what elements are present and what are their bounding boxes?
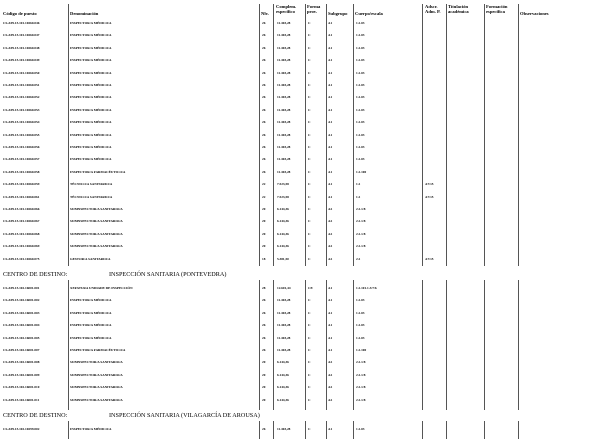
cell-subgrupo: A1 — [328, 120, 333, 125]
cell-denominacion: SUBINSPECTOR/A SANITARIO/A — [70, 372, 123, 377]
cell-code: CS.A99.15.101.16560.048 — [3, 45, 40, 50]
cell-code: CS.A99.15.101.16560.054 — [3, 120, 40, 125]
cell-subgrupo: A1 — [328, 310, 333, 315]
cell-denominacion: INSPECTOR/A MÉDICO/A — [70, 45, 112, 50]
cell-denominacion: INSPECTOR/A MÉDICO/A — [70, 21, 112, 25]
cell-denominacion: INSPECTOR/A MÉDICO/A — [70, 145, 112, 149]
cell-subgrupo: A1 — [328, 157, 333, 162]
table-row — [0, 91, 615, 104]
table-row — [0, 67, 615, 80]
cell-complemento: 11.403,28 — [277, 120, 291, 125]
cell-subgrupo: A1 — [328, 107, 333, 112]
cell-forma: C — [308, 348, 311, 352]
cell-nivel: 26 — [262, 21, 266, 25]
cell-subgrupo: A2 — [328, 372, 333, 377]
cell-subgrupo: A2 — [328, 397, 333, 402]
cell-denominacion: GESTOR/A SANITARIO/A — [70, 256, 111, 261]
table-row — [0, 116, 615, 129]
cell-complemento: 11.403,28 — [277, 58, 291, 63]
cell-nivel: 26 — [262, 58, 266, 63]
table-row — [0, 129, 615, 142]
cell-code: CS.A99.15.101.16560.053 — [3, 107, 40, 112]
cell-complemento: 7.523,58 — [277, 182, 289, 187]
cell-complemento: 11.403,28 — [277, 70, 291, 75]
cell-subgrupo: A1 — [328, 427, 333, 431]
table-row — [0, 282, 615, 295]
cell-cuerpo: 1.2 — [356, 182, 361, 187]
cell-subgrupo: A2 — [328, 385, 333, 390]
col-header-denominacion: Denominación — [70, 11, 99, 16]
cell-nivel: 20 — [262, 207, 266, 211]
cell-subgrupo: A1 — [328, 70, 333, 75]
table-row — [0, 294, 615, 307]
cell-forma: C — [308, 169, 311, 174]
cell-nivel: 26 — [262, 310, 266, 315]
cell-code: CS.A99.15.102.16001.008 — [3, 360, 40, 365]
cell-denominacion: INSPECTOR/A MÉDICO/A — [70, 95, 112, 100]
cell-cuerpo: 2.2.1/8 — [356, 231, 366, 236]
cell-forma: C — [308, 256, 311, 261]
cell-cuerpo: 1.2.03 — [356, 33, 365, 38]
cell-subgrupo: A1 — [328, 335, 333, 340]
cell-complemento: 6.144,36 — [277, 360, 289, 365]
table-row — [0, 104, 615, 117]
cell-subgrupo: A1 — [328, 323, 333, 328]
cell-nivel: 22 — [262, 194, 266, 199]
cell-forma: C — [308, 244, 311, 249]
cell-complemento: 11.403,28 — [277, 323, 291, 328]
cell-forma: C — [308, 427, 311, 431]
cell-forma: C — [308, 323, 311, 328]
cell-subgrupo: A2 — [328, 256, 333, 261]
cell-code: CS.A99.15.101.16560.066 — [3, 207, 40, 211]
cell-code: CS.A99.15.102.16001.005 — [3, 335, 40, 340]
cell-complemento: 11.403,28 — [277, 145, 291, 149]
cell-complemento: 11.403,28 — [277, 107, 291, 112]
cell-cuerpo: 1.2.101.1.3/7/6 — [356, 286, 377, 290]
cell-code: CS.A99.15.101.16560.052 — [3, 95, 40, 100]
cell-forma: C — [308, 83, 311, 87]
cell-forma: C — [308, 157, 311, 162]
cell-forma: C — [308, 21, 311, 25]
cell-complemento: 11.403,28 — [277, 132, 291, 137]
cell-subgrupo: A1 — [328, 83, 333, 87]
cell-nivel: 20 — [262, 397, 266, 402]
table-row — [0, 253, 615, 266]
cell-complemento: 7.523,58 — [277, 194, 289, 199]
cell-complemento: 11.403,28 — [277, 348, 291, 352]
cell-denominacion: INSPECTOR/A FARMACÉUTICO/A — [70, 348, 126, 352]
cell-forma: C — [308, 132, 311, 137]
cell-complemento: 11.403,28 — [277, 335, 291, 340]
table-row — [0, 423, 615, 436]
cell-nivel: 26 — [262, 132, 266, 137]
cell-subgrupo: A2 — [328, 207, 333, 211]
table-row — [0, 319, 615, 332]
cell-nivel: 26 — [262, 157, 266, 162]
cell-code: CS.A99.15.101.16560.061 — [3, 194, 40, 199]
col-header-complemento: Complem. específico — [276, 4, 297, 14]
cell-cuerpo: 2.2.1/8 — [356, 219, 366, 224]
cell-adscr: A7/15 — [425, 182, 434, 187]
cell-cuerpo: 2.2.1/8 — [356, 397, 366, 402]
cell-cuerpo: 1.2.03 — [356, 58, 365, 63]
cell-cuerpo: 2.2 — [356, 256, 361, 261]
cell-nivel: 20 — [262, 231, 266, 236]
cell-code: CS.A99.15.101.16560.057 — [3, 157, 40, 162]
cell-cuerpo: 1.2.03 — [356, 95, 365, 100]
cell-nivel: 20 — [262, 372, 266, 377]
table-row — [0, 356, 615, 369]
cell-forma: C — [308, 335, 311, 340]
cell-subgrupo: A1 — [328, 33, 333, 38]
cell-cuerpo: 1.2.03 — [356, 70, 365, 75]
cell-subgrupo: A1 — [328, 145, 333, 149]
cell-forma: C — [308, 194, 311, 199]
cell-denominacion: INSPECTOR/A MÉDICO/A — [70, 323, 112, 328]
col-header-forma: Forma prov. — [307, 4, 321, 14]
table-row — [0, 17, 615, 30]
cell-denominacion: SUBINSPECTOR/A SANITARIO/A — [70, 244, 123, 249]
cell-forma: C — [308, 397, 311, 402]
col-header-subgrupo: Subgrupo — [328, 11, 348, 16]
cell-cuerpo: 1.2.03 — [356, 335, 365, 340]
cell-code: CS.A99.15.102.16001.002 — [3, 298, 40, 303]
table-row — [0, 141, 615, 154]
cell-code: CS.A99.15.102.16599.002 — [3, 427, 40, 431]
cell-subgrupo: A1 — [328, 58, 333, 63]
cell-forma: C — [308, 33, 311, 38]
table-row — [0, 54, 615, 67]
cell-subgrupo: A1 — [328, 182, 333, 187]
cell-forma: C — [308, 95, 311, 100]
cell-subgrupo: A1 — [328, 286, 333, 290]
cell-denominacion: INSPECTOR/A MÉDICO/A — [70, 120, 112, 125]
cell-complemento: 11.403,28 — [277, 95, 291, 100]
cell-nivel: 22 — [262, 182, 266, 187]
col-header-nivel: Nlv. — [261, 11, 269, 16]
cell-forma: C — [308, 120, 311, 125]
cell-nivel: 26 — [262, 145, 266, 149]
cell-nivel: 26 — [262, 120, 266, 125]
cell-code: CS.A99.15.102.16001.011 — [3, 397, 40, 402]
table-row — [0, 42, 615, 55]
cell-denominacion: SUBINSPECTOR/A SANITARIO/A — [70, 360, 123, 365]
section-name: INSPECCIÓN SANITARIA (PONTEVEDRA) — [109, 271, 227, 278]
cell-forma: CE — [308, 286, 313, 290]
cell-nivel: 26 — [262, 169, 266, 174]
cell-forma: C — [308, 145, 311, 149]
cell-adscr: A7/15 — [425, 256, 434, 261]
cell-complemento: 11.403,28 — [277, 45, 291, 50]
cell-cuerpo: 2.2.1/8 — [356, 360, 366, 365]
cell-cuerpo: 2.2.1/8 — [356, 385, 366, 390]
cell-subgrupo: A2 — [328, 244, 333, 249]
cell-cuerpo: 2.2.1/8 — [356, 207, 366, 211]
table-row — [0, 381, 615, 394]
table-row — [0, 394, 615, 407]
cell-denominacion: INSPECTOR/A MÉDICO/A — [70, 83, 112, 87]
cell-code: CS.A99.15.101.16560.046 — [3, 21, 40, 25]
cell-complemento: 11.403,28 — [277, 427, 291, 431]
cell-subgrupo: A2 — [328, 231, 333, 236]
cell-cuerpo: 1.2.03 — [356, 157, 365, 162]
cell-denominacion: INSPECTOR/A MÉDICO/A — [70, 298, 112, 303]
cell-complemento: 11.403,28 — [277, 298, 291, 303]
table-row — [0, 79, 615, 92]
cell-cuerpo: 1.2.100 — [356, 348, 367, 352]
cell-complemento: 11.403,28 — [277, 83, 291, 87]
cell-forma: C — [308, 107, 311, 112]
cell-subgrupo: A1 — [328, 194, 333, 199]
cell-code: CS.A99.15.101.16560.050 — [3, 70, 40, 75]
cell-complemento: 6.144,36 — [277, 244, 289, 249]
table-row — [0, 369, 615, 382]
cell-code: CS.A99.15.101.16560.056 — [3, 145, 40, 149]
cell-forma: C — [308, 385, 311, 390]
cell-cuerpo: 1.2.03 — [356, 120, 365, 125]
cell-subgrupo: A1 — [328, 132, 333, 137]
cell-cuerpo: 1.2.03 — [356, 21, 365, 25]
cell-nivel: 26 — [262, 107, 266, 112]
cell-cuerpo: 1.2.03 — [356, 427, 365, 431]
cell-subgrupo: A1 — [328, 348, 333, 352]
cell-complemento: 6.144,36 — [277, 207, 289, 211]
table-row — [0, 332, 615, 345]
cell-code: CS.A99.15.102.16001.003 — [3, 310, 40, 315]
cell-complemento: 11.403,28 — [277, 21, 291, 25]
cell-complemento: 6.144,36 — [277, 397, 289, 402]
cell-forma: C — [308, 298, 311, 303]
cell-subgrupo: A1 — [328, 45, 333, 50]
cell-code: CS.A99.15.102.16001.009 — [3, 372, 40, 377]
table-row — [0, 215, 615, 228]
cell-cuerpo: 1.2.03 — [356, 145, 365, 149]
col-header-formacion: Formación específica — [486, 4, 508, 14]
section-label: CENTRO DE DESTINO: — [3, 271, 68, 278]
cell-nivel: 20 — [262, 385, 266, 390]
section-label: CENTRO DE DESTINO: — [3, 412, 68, 419]
cell-denominacion: SUBINSPECTOR/A SANITARIO/A — [70, 231, 123, 236]
cell-denominacion: INSPECTOR/A MÉDICO/A — [70, 107, 112, 112]
table-row — [0, 29, 615, 42]
cell-complemento: 6.144,36 — [277, 231, 289, 236]
cell-nivel: 26 — [262, 83, 266, 87]
table-row — [0, 307, 615, 320]
cell-subgrupo: A1 — [328, 298, 333, 303]
cell-cuerpo: 1.2.03 — [356, 323, 365, 328]
cell-forma: C — [308, 182, 311, 187]
cell-nivel: 26 — [262, 427, 266, 431]
cell-denominacion: SUBINSPECTOR/A SANITARIO/A — [70, 207, 123, 211]
cell-denominacion: INSPECTOR/A MÉDICO/A — [70, 33, 112, 38]
cell-subgrupo: A2 — [328, 219, 333, 224]
cell-nivel: 18 — [262, 256, 266, 261]
table-row — [0, 228, 615, 241]
cell-complemento: 6.144,36 — [277, 219, 289, 224]
col-header-titulacion: Titulación académica — [448, 4, 469, 14]
cell-denominacion: TÉCNICO/A SANITARIO/A — [70, 182, 113, 187]
cell-forma: C — [308, 70, 311, 75]
cell-code: CS.A99.15.101.16560.051 — [3, 83, 40, 87]
cell-forma: C — [308, 231, 311, 236]
cell-cuerpo: 1.2 — [356, 194, 361, 199]
cell-nivel: 20 — [262, 219, 266, 224]
cell-denominacion: TÉCNICO/A SANITARIO/A — [70, 194, 113, 199]
table-row — [0, 240, 615, 253]
cell-complemento: 11.403,28 — [277, 157, 291, 162]
cell-forma: C — [308, 207, 311, 211]
cell-denominacion: INSPECTOR/A MÉDICO/A — [70, 310, 112, 315]
cell-nivel: 26 — [262, 348, 266, 352]
cell-cuerpo: 1.2.03 — [356, 132, 365, 137]
cell-denominacion: SUBINSPECTOR/A SANITARIO/A — [70, 385, 123, 390]
col-header-cuerpo: Cuerpo/escala — [355, 11, 383, 16]
cell-complemento: 5.381,50 — [277, 256, 289, 261]
col-header-adscr: Adscr. Adm. P. — [425, 4, 441, 14]
cell-cuerpo: 2.2.1/8 — [356, 244, 366, 249]
cell-nivel: 26 — [262, 95, 266, 100]
cell-subgrupo: A1 — [328, 21, 333, 25]
cell-complemento: 11.403,28 — [277, 33, 291, 38]
cell-cuerpo: 1.2.03 — [356, 310, 365, 315]
cell-cuerpo: 1.2.03 — [356, 298, 365, 303]
cell-cuerpo: 1.2.03 — [356, 45, 365, 50]
cell-denominacion: XEFATURA UNIDADE DE INSPECCIÓN — [70, 286, 133, 290]
cell-nivel: 26 — [262, 298, 266, 303]
cell-cuerpo: 1.2.03 — [356, 83, 365, 87]
col-header-observaciones: Observaciones — [520, 11, 549, 16]
cell-nivel: 26 — [262, 335, 266, 340]
cell-forma: C — [308, 372, 311, 377]
cell-nivel: 28 — [262, 286, 266, 290]
cell-subgrupo: A1 — [328, 95, 333, 100]
cell-cuerpo: 1.2.100 — [356, 169, 367, 174]
cell-code: CS.A99.15.102.16001.007 — [3, 348, 40, 352]
cell-denominacion: INSPECTOR/A MÉDICO/A — [70, 132, 112, 137]
cell-denominacion: INSPECTOR/A MÉDICO/A — [70, 70, 112, 75]
table-row — [0, 166, 615, 179]
cell-cuerpo: 2.2.1/8 — [356, 372, 366, 377]
table-row — [0, 344, 615, 357]
table-row — [0, 191, 615, 204]
cell-nivel: 20 — [262, 360, 266, 365]
cell-complemento: 6.144,36 — [277, 372, 289, 377]
cell-forma: C — [308, 58, 311, 63]
cell-denominacion: INSPECTOR/A MÉDICO/A — [70, 335, 112, 340]
cell-nivel: 26 — [262, 33, 266, 38]
cell-complemento: 6.144,36 — [277, 385, 289, 390]
cell-nivel: 26 — [262, 323, 266, 328]
col-header-codigo: Código de puesto — [3, 11, 37, 16]
cell-complemento: 11.403,28 — [277, 310, 291, 315]
cell-denominacion: SUBINSPECTOR/A SANITARIO/A — [70, 397, 123, 402]
cell-denominacion: INSPECTOR/A FARMACÉUTICO/A — [70, 169, 126, 174]
cell-denominacion: INSPECTOR/A MÉDICO/A — [70, 58, 112, 63]
cell-code: CS.A99.15.101.16560.058 — [3, 169, 40, 174]
cell-cuerpo: 1.2.03 — [356, 107, 365, 112]
cell-forma: C — [308, 360, 311, 365]
cell-complemento: 12.601,44 — [277, 286, 291, 290]
section-name: INSPECCIÓN SANITARIA (VILAGARCÍA DE AROUSA) — [109, 412, 260, 419]
cell-code: CS.A99.15.101.16560.055 — [3, 132, 40, 137]
cell-code: CS.A99.15.101.16560.069 — [3, 244, 40, 249]
cell-adscr: A7/15 — [425, 194, 434, 199]
cell-denominacion: INSPECTOR/A MÉDICO/A — [70, 157, 112, 162]
cell-nivel: 26 — [262, 45, 266, 50]
cell-code: CS.A99.15.101.16560.068 — [3, 231, 40, 236]
cell-code: CS.A99.15.101.16560.049 — [3, 58, 40, 63]
cell-code: CS.A99.15.102.16001.010 — [3, 385, 40, 390]
cell-code: CS.A99.15.102.16001.004 — [3, 323, 40, 328]
cell-forma: C — [308, 219, 311, 224]
table-row — [0, 178, 615, 191]
cell-code: CS.A99.15.101.16560.047 — [3, 33, 40, 38]
cell-subgrupo: A1 — [328, 169, 333, 174]
cell-nivel: 20 — [262, 244, 266, 249]
cell-code: CS.A99.15.102.16001.001 — [3, 286, 40, 290]
cell-code: CS.A99.15.101.16560.075 — [3, 256, 40, 261]
cell-denominacion: SUBINSPECTOR/A SANITARIO/A — [70, 219, 123, 224]
cell-subgrupo: A2 — [328, 360, 333, 365]
cell-forma: C — [308, 45, 311, 50]
cell-code: CS.A99.15.101.16560.059 — [3, 182, 40, 187]
cell-denominacion: INSPECTOR/A MÉDICO/A — [70, 427, 112, 431]
table-row — [0, 203, 615, 216]
cell-forma: C — [308, 310, 311, 315]
cell-code: CS.A99.15.101.16560.067 — [3, 219, 40, 224]
cell-nivel: 26 — [262, 70, 266, 75]
cell-complemento: 11.403,28 — [277, 169, 291, 174]
table-row — [0, 153, 615, 166]
